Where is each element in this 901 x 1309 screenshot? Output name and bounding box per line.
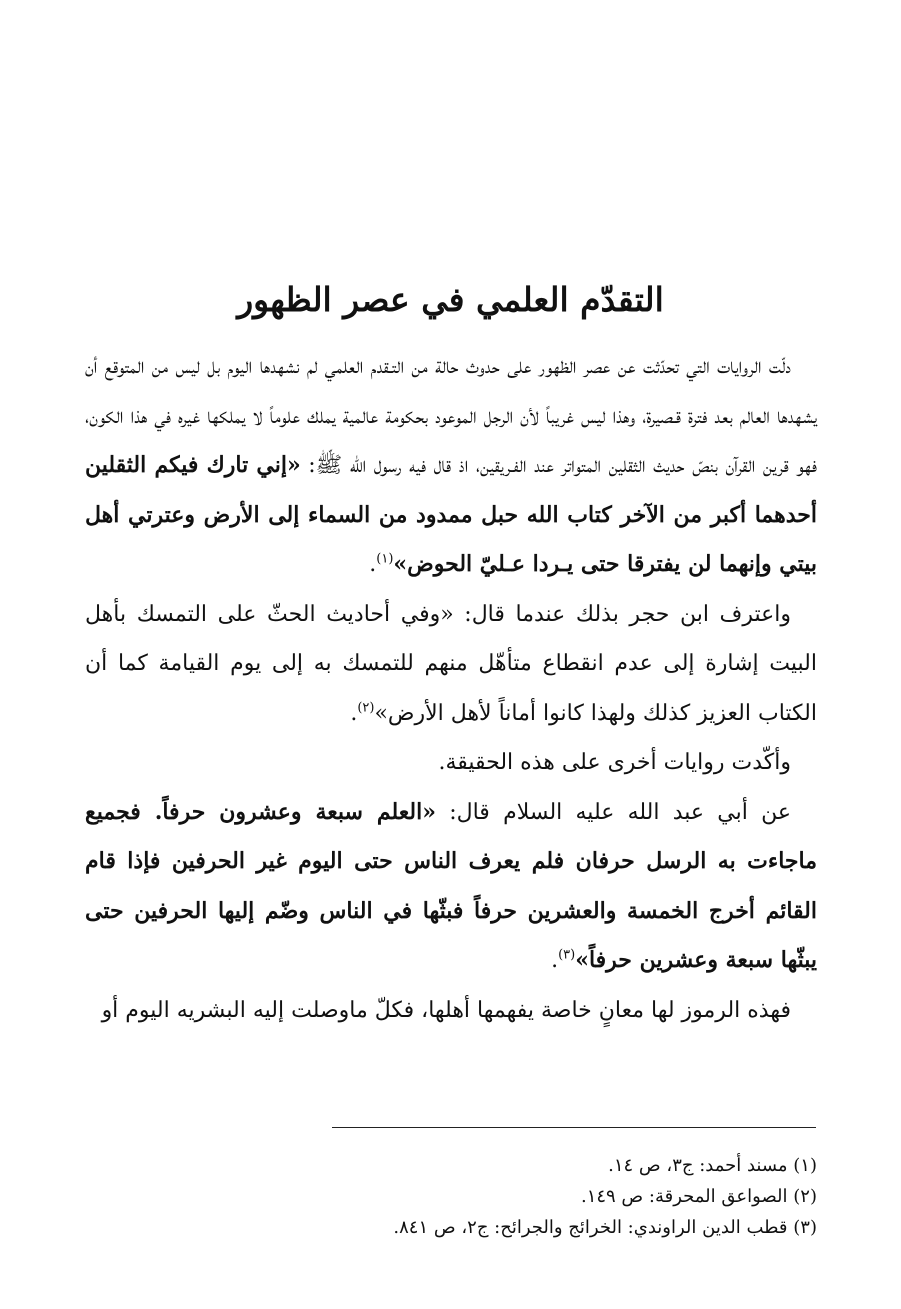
paragraph-4 [85, 788, 817, 986]
page-title: التقدّم العلمي في عصر الظهور [237, 280, 664, 319]
footnote-separator [332, 1127, 816, 1128]
footnote-ref: (٣) [558, 947, 576, 963]
paragraph-tail: . [350, 700, 358, 726]
paragraph-3 [85, 738, 817, 788]
footnote-3: (٣) قطب الدين الراوندي: الخرائج والجرائح: ج٢، ص ٨٤١. [393, 1217, 817, 1238]
footnotes [85, 1150, 817, 1243]
paragraph-5 [85, 986, 817, 1036]
paragraph-tail: . [369, 552, 377, 577]
paragraph-2 [85, 590, 817, 739]
paragraph-text: واعترف ابن حجر بذلك عندما قال: «وفي أحاديث الحثّ على التمسك بأهل البيت إشارة إلى عدم انقطاع متأهّل منهم للتمسك به إلى يوم القيامة كما أن الكتاب العزيز كذلك ولهذا كانوا أماناً لأهل الأرض» [85, 601, 817, 726]
paragraph-text: دلّت الروايات التي تحدّثت عن عصر الظهور على حدوث حالة من التـقدم العلمي لم نشهدها اليوم بل ليس من المتوقع أن يشهدها العالم بعد فترة قـصيرة، وهذا ليس غريباً لأن الرجل الموعود بحكومة عالمية يملك علوماً لا يملكها غيره في هذا الكون، فهو قرين القرآن بنصّ حديث الثقلين المتواتر عند الفـريقين، اذ قال فيه رسول الله ﷺ: [85, 354, 817, 478]
footnote-2: (٢) الصواعق المحرقة: ص ١٤٩. [580, 1186, 817, 1207]
paragraph-text: فهذه الرموز لها معانٍ خاصة يفهمها أهلها، فكلّ ماوصلت إليه البشريه اليوم أو [101, 997, 791, 1023]
paragraph-tail: . [551, 948, 559, 973]
paragraph-text: وأكّدت روايات أخرى على هذه الحقيقة. [438, 750, 791, 775]
hadith-quote: «العلم سبعة وعشرون حرفاً. فجميع ماجاءت به الرسل حرفان فلم يعرف الناس حتى اليوم غير الحرفين فإذا قام القائم أخرج الخمسة والعشرين حرفاً فبثّها في الناس وضّم إليها الحرفين حتى يبثّها سبعة وعشرين حرفاً» [85, 798, 817, 973]
hadith-quote: «إني تارك فيكم الثقلين أحدهما أكبر من الآخر كتاب الله حبل ممدود من السماء إلى الأرض وعترتي أهل بيتي وإنهما لن يفترقا حتى يـردا عـليّ الحوض» [85, 452, 817, 577]
footnote-ref: (٢) [357, 700, 375, 716]
body-text [85, 342, 817, 1035]
footnote-1: (١) مسند أحمد: ج٣، ص ١٤. [608, 1155, 817, 1176]
paragraph-text: عن أبي عبد الله عليه السلام قال: [435, 799, 791, 825]
footnote-ref: (١) [376, 551, 394, 567]
paragraph-1 [85, 342, 817, 590]
